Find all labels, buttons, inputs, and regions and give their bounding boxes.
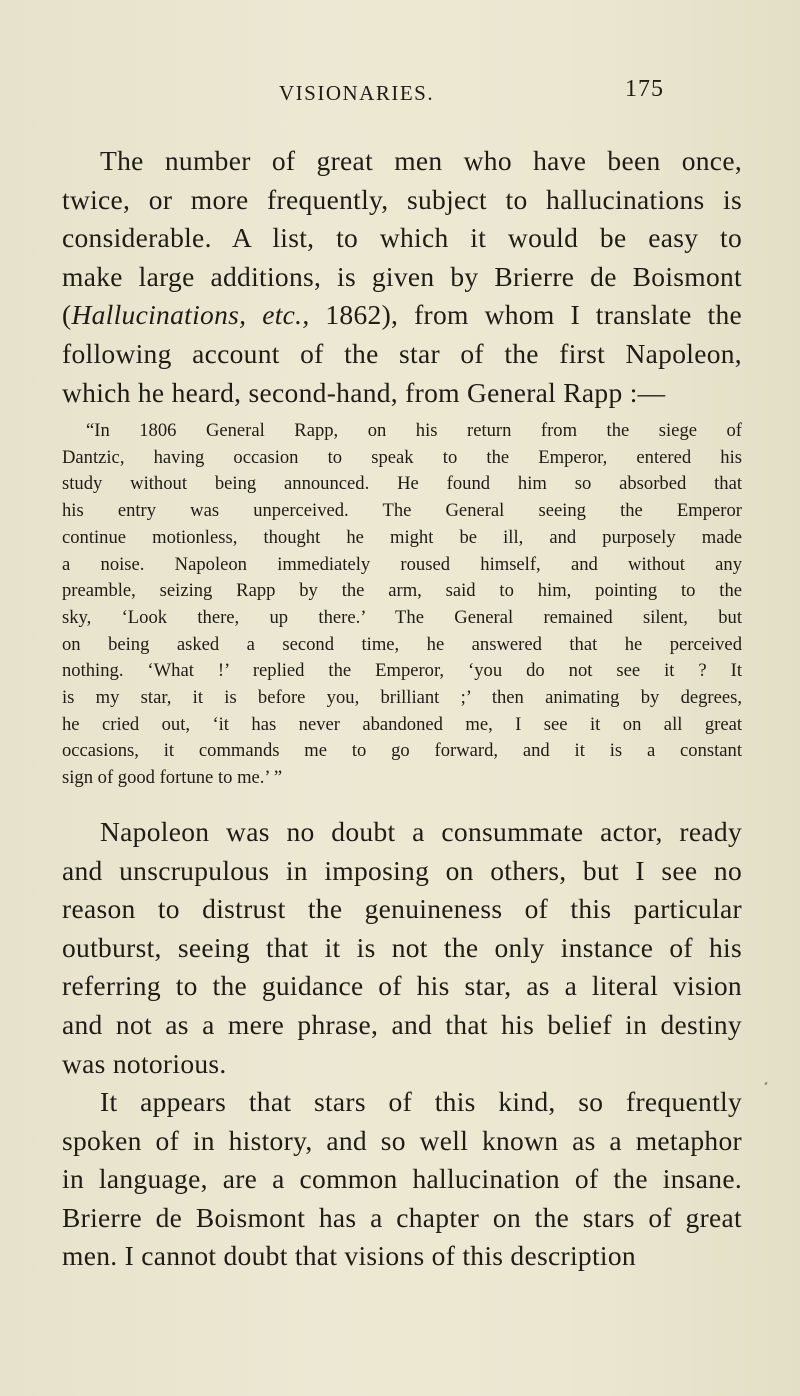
text-line: outburst, seeing that it is not the only instance of his xyxy=(62,931,742,963)
text-line: make large additions, is given by Brierre de Boismont xyxy=(62,260,742,292)
text-line: men. I cannot doubt that visions of this description xyxy=(62,1240,636,1272)
text-line: The number of great men who have been once, xyxy=(100,145,742,176)
text-line: in language, are a common hallucination of the insane. xyxy=(62,1163,742,1195)
quote-line: his entry was unperceived. The General seeing the Emperor xyxy=(62,500,742,522)
quote-line: is my star, it is before you, brilliant ;’ then animating by degrees, xyxy=(62,687,742,709)
quote-line: on being asked a second time, he answered that he perceived xyxy=(62,633,742,655)
text-line: considerable. A list, to which it would be easy to xyxy=(62,222,742,254)
page-number: 175 xyxy=(625,76,664,102)
text-line: was notorious. xyxy=(62,1047,227,1079)
quote-line: sign of good fortune to me.’ ” xyxy=(62,767,283,789)
running-head: VISIONARIES. xyxy=(279,81,435,105)
citation-title: Hallucinations, etc., xyxy=(71,299,310,331)
text-line: Brierre de Boismont has a chapter on the stars of great xyxy=(62,1201,742,1233)
margin-speck xyxy=(764,1082,767,1086)
paragraph-napoleon xyxy=(62,813,742,1083)
block-quote xyxy=(62,418,742,792)
text-line: It appears that stars of this kind, so frequently xyxy=(100,1086,742,1117)
citation-rest: 1862), from whom I translate the xyxy=(309,299,742,331)
quote-line: sky, ‘Look there, up there.’ The General remained silent, but xyxy=(62,606,742,628)
text-line: following account of the star of the first Napoleon, xyxy=(62,337,742,369)
quote-line: preamble, seizing Rapp by the arm, said to him, pointing to the xyxy=(62,580,742,602)
text-line: reason to distrust the genuineness of this particular xyxy=(62,893,742,925)
quote-line: study without being announced. He found him so absorbed that xyxy=(62,473,742,495)
quote-line: a noise. Napoleon immediately roused himself, and without any xyxy=(62,553,742,575)
text-line: Napoleon was no doubt a consummate actor, ready xyxy=(100,816,742,847)
quote-line: continue motionless, thought he might be ill, and purposely made xyxy=(62,526,742,548)
text-line: and unscrupulous in imposing on others, but I see no xyxy=(62,854,742,886)
quote-line: nothing. ‘What !’ replied the Emperor, ‘you do not see it ? It xyxy=(62,660,742,682)
text-line: spoken of in history, and so well known as a metaphor xyxy=(62,1124,742,1156)
text-line: referring to the guidance of his star, as a literal vision xyxy=(62,970,742,1002)
quote-line: he cried out, ‘it has never abandoned me, I see it on all great xyxy=(62,713,742,735)
paragraph-intro xyxy=(62,142,742,412)
text-line: twice, or more frequently, subject to hallucinations is xyxy=(62,183,742,215)
quote-line: Dantzic, having occasion to speak to the Emperor, entered his xyxy=(62,446,742,468)
text-line: and not as a mere phrase, and that his belief in destiny xyxy=(62,1008,742,1040)
text-line: which he heard, second-hand, from General Rapp :— xyxy=(62,376,666,408)
paragraph-stars xyxy=(62,1083,742,1276)
text-line-citation: (Hallucinations, etc., 1862), from whom I translate the xyxy=(62,299,742,331)
quote-line: occasions, it commands me to go forward, and it is a constant xyxy=(62,740,742,762)
quote-line: “In 1806 General Rapp, on his return from the siege of xyxy=(86,420,742,441)
